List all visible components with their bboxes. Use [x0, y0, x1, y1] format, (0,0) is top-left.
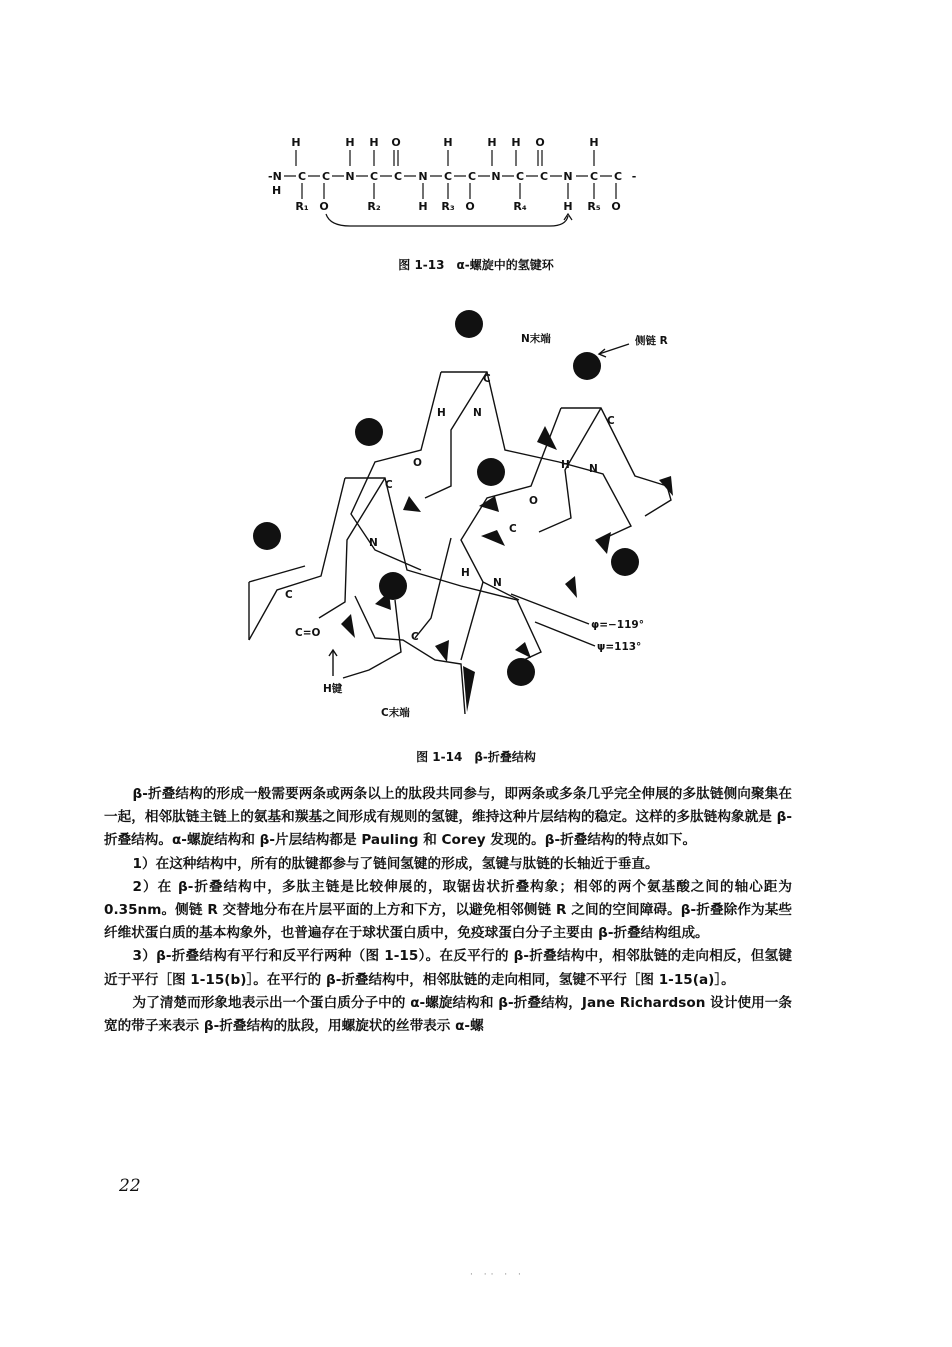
paragraph: 3）β-折叠结构有平行和反平行两种（图 1-15）。在反平行的 β-折叠结构中，相邻肽链的走向相反，但氢键近于平行［图 1-15(b)］。在平行的 β-折叠结构中，相邻肽链的走向相同，氢键不平行［图 1-15(a)］。 — [104, 948, 792, 988]
atom-label: H — [561, 459, 570, 471]
chain-atom: C — [393, 170, 403, 183]
chain-atom: N — [418, 170, 428, 183]
h-bond-label: H键 — [323, 683, 343, 695]
atom-label: H — [369, 136, 379, 149]
atom-label: R₁ — [295, 200, 309, 213]
n-terminus-label: N末端 — [521, 333, 551, 345]
atom-label: C — [285, 589, 293, 601]
atom-label: O — [465, 200, 475, 213]
atom-label: H — [437, 407, 446, 419]
paragraph: 2）在 β-折叠结构中，多肽主链是比较伸展的，取锯齿状折叠构象；相邻的两个氨基酸之间的轴心距为 0.35nm。侧链 R 交替地分布在片层平面的上方和下方，以避免相邻侧链 R 之间的空间障碍。β-折叠除作为某些纤维状蛋白质的基本构象外，也普遍存在于球状蛋白质中，免疫球蛋白分子主要由 β-折叠结构组成。 — [104, 878, 792, 942]
atom-label: C=O — [295, 627, 321, 639]
atom-label: C — [411, 631, 419, 643]
figure-caption: 图 1-14 β-折叠结构 — [416, 750, 536, 764]
atom-label: H — [487, 136, 497, 149]
chain-atom: - — [631, 170, 637, 183]
chain-atom: N — [345, 170, 355, 183]
atom-label: R₄ — [513, 200, 527, 213]
chain-atom: -N — [268, 170, 282, 183]
atom-label: O — [611, 200, 621, 213]
atom-label: R₃ — [441, 200, 455, 213]
phi-label: φ=−119° — [591, 619, 644, 631]
atom-label: H — [291, 136, 301, 149]
atom-label: H — [272, 184, 282, 197]
figure-caption: 图 1-13 α-螺旋中的氢键环 — [398, 258, 554, 272]
atom-label: N — [473, 407, 482, 419]
chain-atom: C — [589, 170, 599, 183]
chain-atom: N — [491, 170, 501, 183]
chain-atom: N — [563, 170, 573, 183]
psi-label: ψ=113° — [597, 641, 642, 653]
chain-atom: C — [369, 170, 379, 183]
body-text — [104, 783, 792, 1038]
atom-label: H — [443, 136, 453, 149]
alpha-helix-hbond-diagram — [250, 130, 650, 230]
atom-label: R₂ — [367, 200, 381, 213]
chain-atom: C — [515, 170, 525, 183]
atom-label: H — [511, 136, 521, 149]
chain-atom: C — [321, 170, 331, 183]
chain-atom: C — [467, 170, 477, 183]
atom-label: O — [319, 200, 329, 213]
atom-label: H — [589, 136, 599, 149]
atom-label: H — [461, 567, 470, 579]
atom-label: N — [369, 537, 378, 549]
c-terminus-label: C末端 — [381, 707, 410, 719]
side-chain-label: 侧链 R — [635, 335, 668, 347]
beta-sheet-diagram — [225, 300, 705, 730]
atom-label: O — [413, 457, 422, 469]
paragraph: 1）在这种结构中，所有的肽键都参与了链间氢键的形成，氢键与肽链的长轴近于垂直。 — [132, 855, 659, 872]
scan-specks: · ·· · · — [470, 1270, 525, 1280]
atom-label: O — [535, 136, 545, 149]
chain-atom: C — [297, 170, 307, 183]
atom-label: C — [385, 479, 393, 491]
page-number: 22 — [119, 1176, 141, 1196]
atom-label: H — [418, 200, 428, 213]
atom-label: C — [509, 523, 517, 535]
chain-atom: C — [539, 170, 549, 183]
atom-label: C — [483, 373, 491, 385]
atom-label: N — [493, 577, 502, 589]
atom-label: O — [391, 136, 401, 149]
atom-label: C — [607, 415, 615, 427]
atom-label: H — [563, 200, 573, 213]
chain-atom: C — [613, 170, 623, 183]
atom-label: O — [529, 495, 538, 507]
atom-label: H — [345, 136, 355, 149]
atom-label: N — [589, 463, 598, 475]
paragraph: β-折叠结构的形成一般需要两条或两条以上的肽段共同参与，即两条或多条几乎完全伸展的多肽链侧向聚集在一起，相邻肽链主链上的氨基和羰基之间形成有规则的氢键，维持这种片层结构的稳定。这样的多肽链构象就是 β-折叠结构。α-螺旋结构和 β-片层结构都是 Pauling 和 Corey 发现的。β-折叠结构的特点如下。 — [104, 786, 792, 849]
atom-label: R₅ — [587, 200, 601, 213]
chain-atom: C — [443, 170, 453, 183]
paragraph: 为了清楚而形象地表示出一个蛋白质分子中的 α-螺旋结构和 β-折叠结构，Jane Richardson 设计使用一条宽的带子来表示 β-折叠结构的肽段，用螺旋状的丝带表示 α-螺 — [104, 994, 792, 1035]
